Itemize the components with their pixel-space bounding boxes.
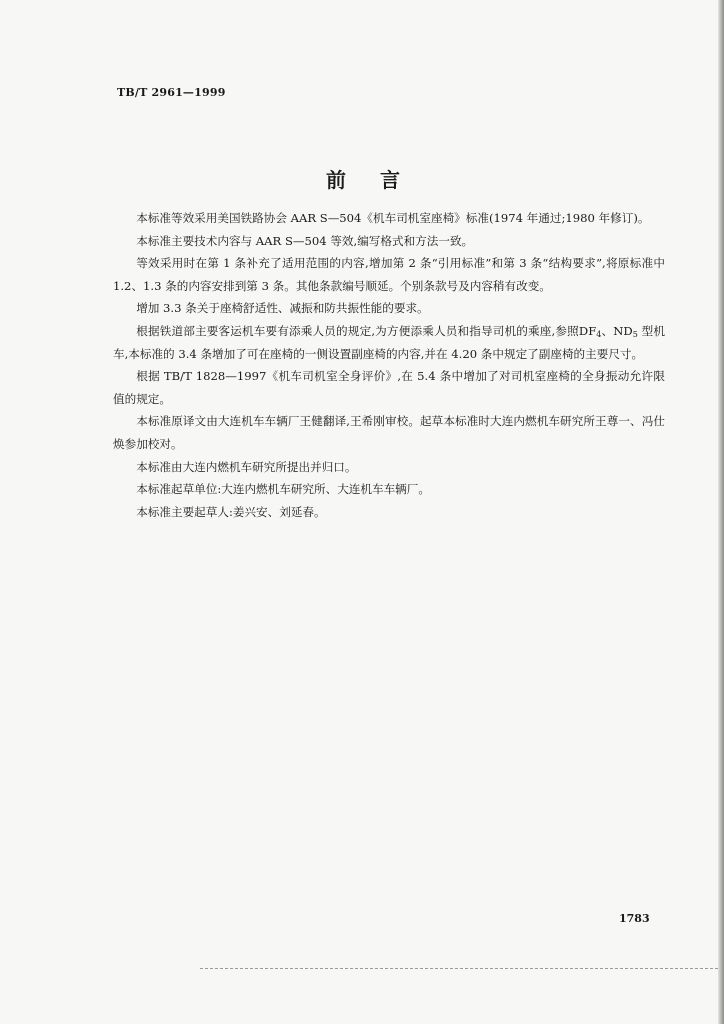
paragraph: 本标准主要起草人:姜兴安、刘延春。 [136,504,326,519]
paragraph: 增加 3.3 条关于座椅舒适性、减振和防共振性能的要求。 [136,301,429,316]
scan-edge-shadow [718,0,724,1024]
model-nd: 、ND [601,323,633,338]
paragraph: 本标准由大连内燃机车研究所提出并归口。 [136,459,357,474]
model-df: DF [578,323,597,338]
standard-code-header: TB/T 2961—1999 [117,86,226,99]
model-nd-subscript: 5 [632,329,638,339]
paragraph-text-tail: 型机车,本标准的 3.4 条增加了可在座椅的一侧设置副座椅的内容,并在 4.20 条中规定了副座椅的主要尺寸。 [113,323,666,361]
paragraph: 本标准原译文由大连机车车辆厂王健翻译,王希刚审校。起草本标准时大连内燃机车研究所王尊一、冯仕焕参加校对。 [113,414,665,451]
paragraph: 等效采用时在第 1 条补充了适用范围的内容,增加第 2 条“引用标准”和第 3 条“结构要求”,将原标准中 1.2、1.3 条的内容安排到第 3 条。其他条款编号顺延。个别条款号及内容稍有改变。 [113,256,665,293]
scan-artifact-line [200,968,718,970]
page-number: 1783 [619,912,650,925]
paragraph [113,320,665,365]
paragraph: 本标准起草单位:大连内燃机车研究所、大连机车车辆厂。 [136,482,430,497]
paragraph: 本标准主要技术内容与 AAR S—504 等效,编写格式和方法一致。 [136,233,474,248]
paragraph: 本标准等效采用美国铁路协会 AAR S—504《机车司机室座椅》标准(1974 年通过;1980 年修订)。 [136,211,650,225]
paragraph-text: 根据铁道部主要客运机车要有添乘人员的规定,为方便添乘人员和指导司机的乘座,参照 [136,323,579,338]
paragraph: 根据 TB/T 1828—1997《机车司机室全身评价》,在 5.4 条中增加了对司机室座椅的全身振动允许限值的规定。 [113,369,665,406]
page-title: 前言 [326,168,434,192]
model-df-subscript: 4 [596,329,602,339]
foreword-body [113,207,665,523]
